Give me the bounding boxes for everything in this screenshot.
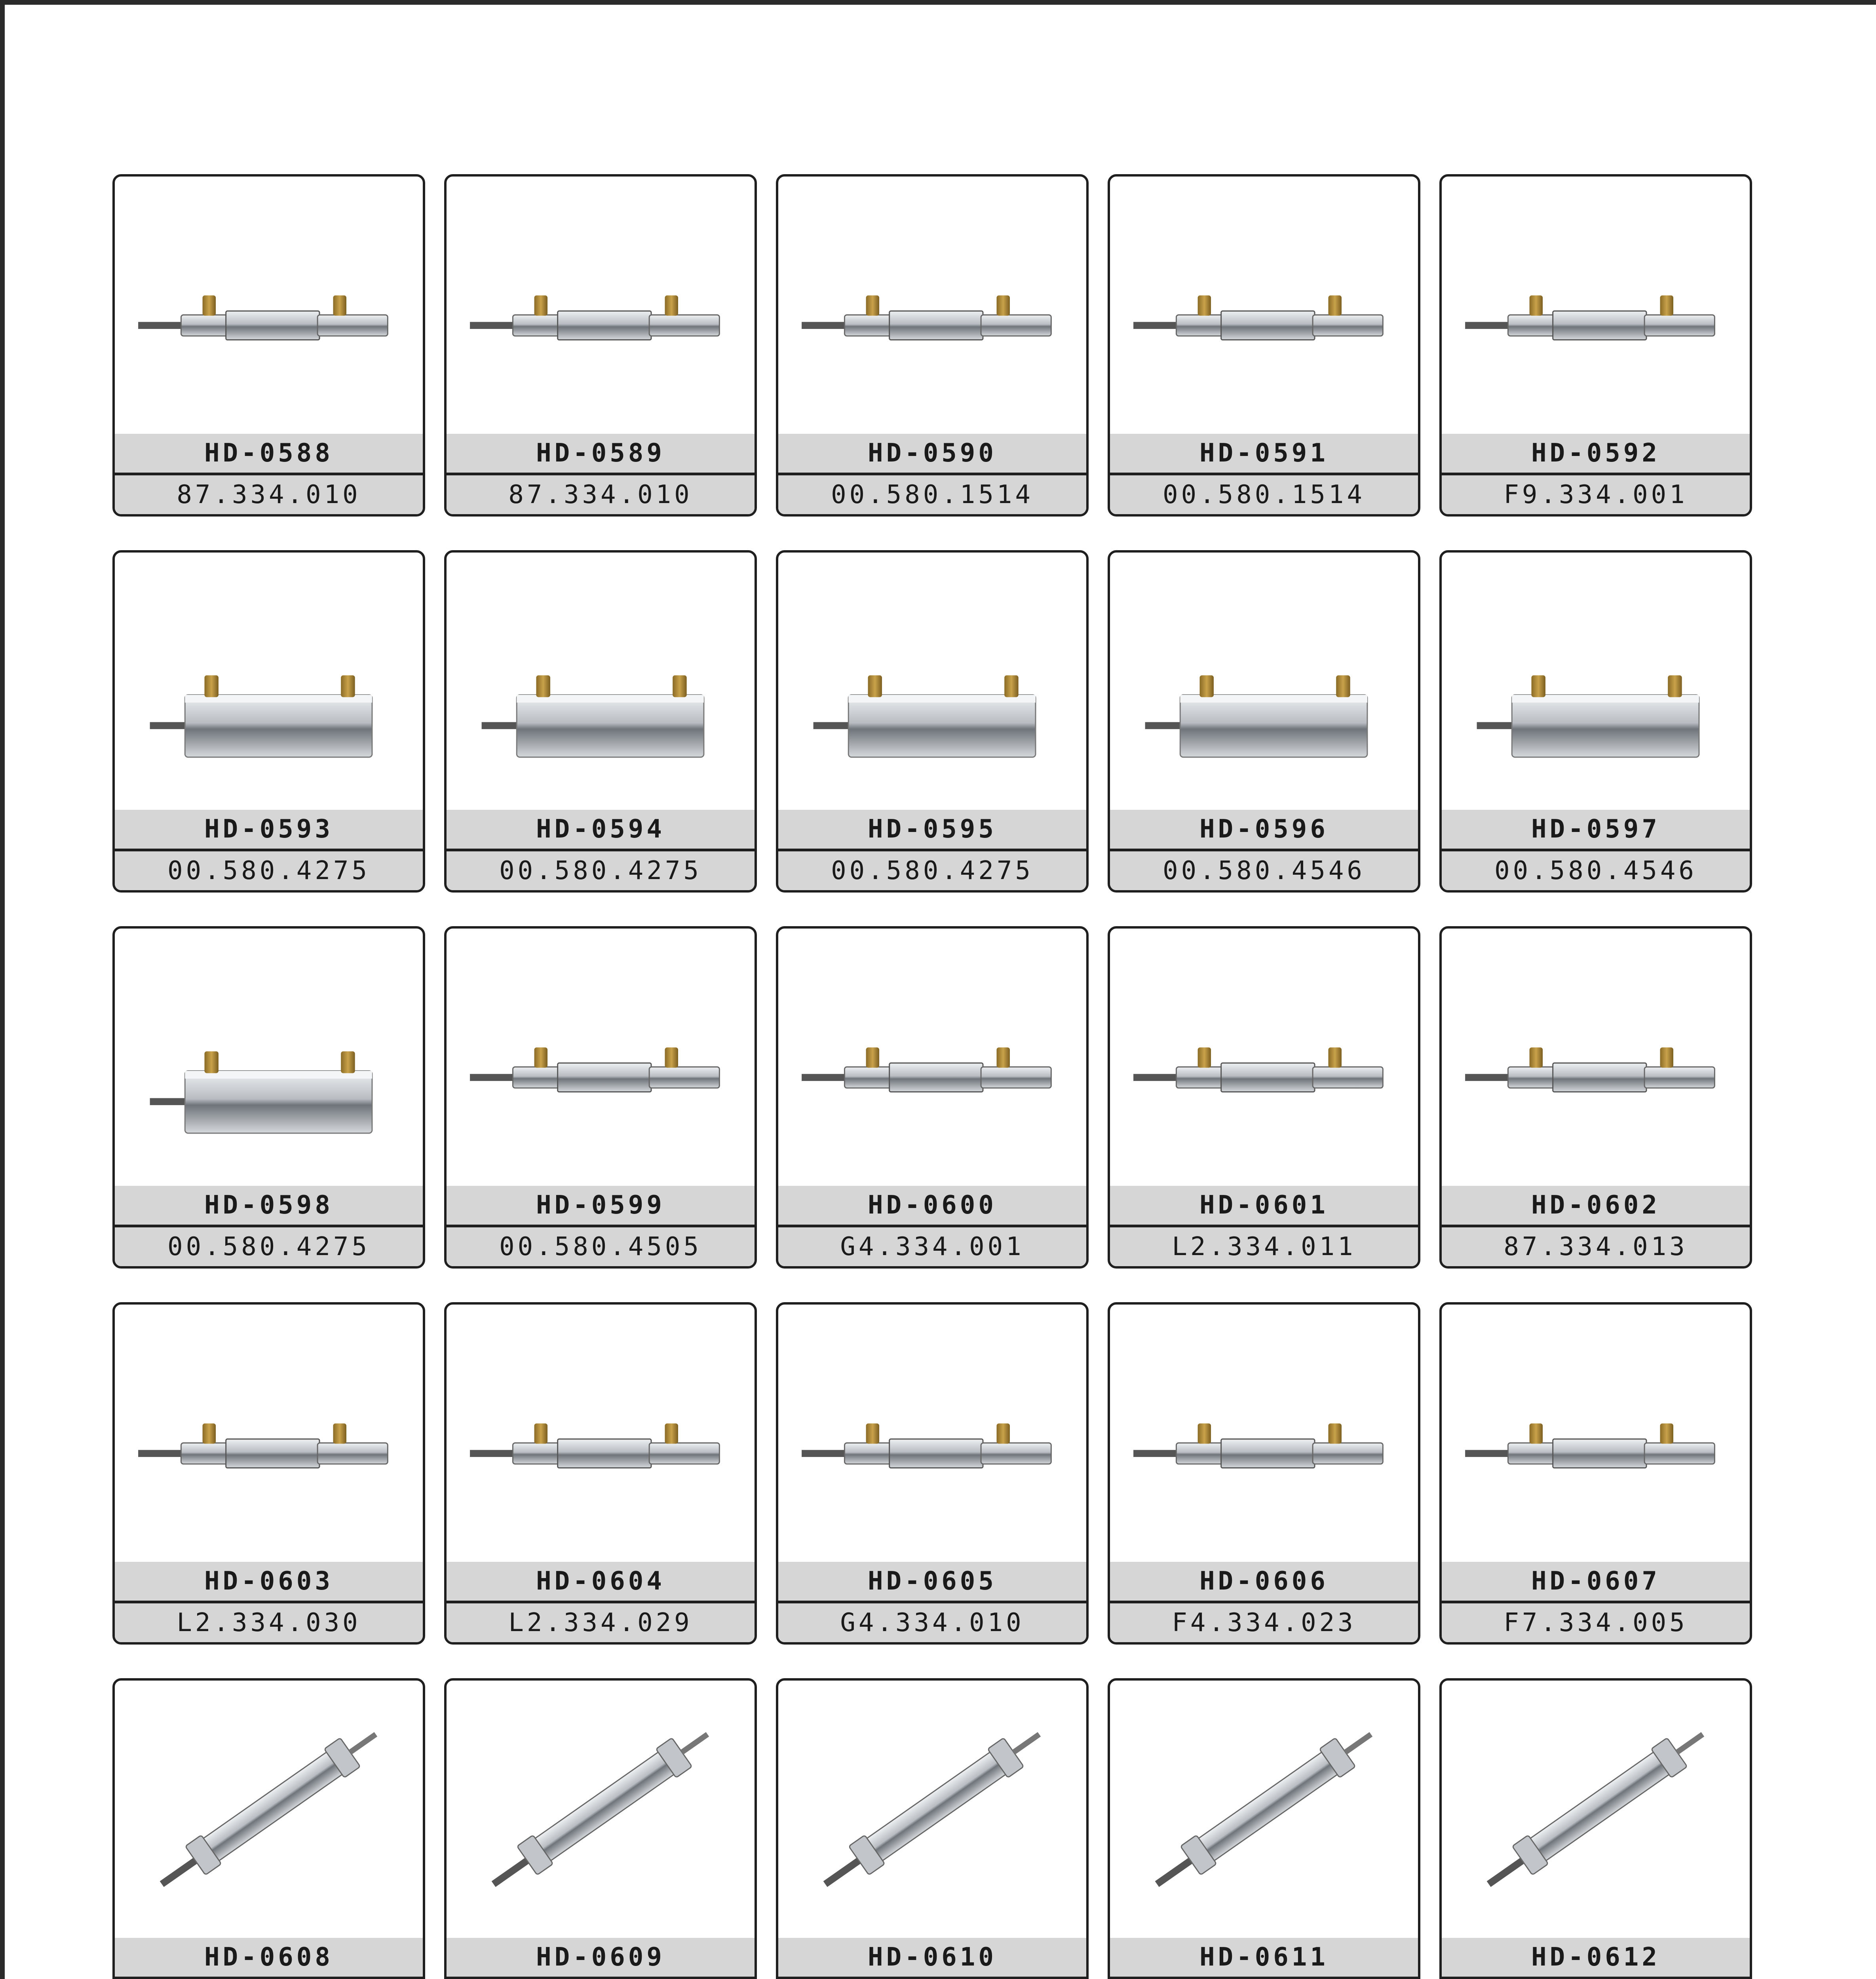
part-number: 00.580.4546: [1442, 851, 1750, 890]
product-code: HD-0591: [1110, 434, 1418, 473]
product-card: [1439, 174, 1752, 517]
product-card: [444, 174, 757, 517]
pneumatic-cylinder-icon: [1110, 1305, 1418, 1562]
label-divider: [1110, 1225, 1418, 1227]
product-image: [1442, 1305, 1750, 1562]
product-image: [447, 929, 755, 1186]
label-divider: [115, 1225, 423, 1227]
product-card: [1439, 926, 1752, 1269]
product-card: [444, 1302, 757, 1645]
label-divider: [1442, 473, 1750, 475]
profile-cylinder-icon: [115, 553, 423, 810]
label-divider: [447, 849, 755, 851]
product-card: [112, 550, 425, 893]
pneumatic-cylinder-icon: [115, 1681, 423, 1938]
product-image: [447, 1305, 755, 1562]
label-divider: [1442, 1601, 1750, 1603]
part-number: F7.334.005: [1442, 1603, 1750, 1642]
product-code: HD-0594: [447, 810, 755, 849]
pneumatic-cylinder-icon: [447, 1681, 755, 1938]
profile-cylinder-icon: [115, 929, 423, 1186]
label-divider: [115, 849, 423, 851]
product-card: [1439, 1302, 1752, 1645]
product-card: [776, 1302, 1089, 1645]
product-image: [447, 1681, 755, 1938]
pneumatic-cylinder-icon: [115, 1305, 423, 1562]
product-card: [112, 1302, 425, 1645]
pneumatic-cylinder-icon: [447, 929, 755, 1186]
product-code: HD-0600: [778, 1186, 1086, 1225]
pneumatic-cylinder-icon: [1110, 929, 1418, 1186]
label-divider: [1110, 849, 1418, 851]
label-divider: [115, 1977, 423, 1979]
part-number: 00.580.4275: [447, 851, 755, 890]
part-number: G4.334.001: [778, 1227, 1086, 1266]
product-code: HD-0603: [115, 1562, 423, 1601]
pneumatic-cylinder-icon: [778, 929, 1086, 1186]
label-divider: [115, 1601, 423, 1603]
part-number: 00.580.1514: [778, 475, 1086, 514]
product-code: HD-0592: [1442, 434, 1750, 473]
product-card: [776, 174, 1089, 517]
product-card: [1108, 1302, 1420, 1645]
product-card: [444, 1678, 757, 1979]
product-image: [778, 177, 1086, 434]
product-image: [1110, 553, 1418, 810]
product-card: [1108, 1678, 1420, 1979]
pneumatic-cylinder-icon: [1442, 929, 1750, 1186]
product-code: HD-0598: [115, 1186, 423, 1225]
profile-cylinder-icon: [1110, 553, 1418, 810]
product-card: [112, 174, 425, 517]
part-number: 00.580.4275: [115, 851, 423, 890]
product-image: [1442, 553, 1750, 810]
product-card: [1439, 1678, 1752, 1979]
label-divider: [1442, 1225, 1750, 1227]
pneumatic-cylinder-icon: [447, 1305, 755, 1562]
part-number: L2.334.029: [447, 1603, 755, 1642]
profile-cylinder-icon: [778, 553, 1086, 810]
product-image: [447, 177, 755, 434]
product-code: HD-0596: [1110, 810, 1418, 849]
label-divider: [778, 849, 1086, 851]
label-divider: [1442, 1977, 1750, 1979]
part-number: 00.580.4505: [447, 1227, 755, 1266]
product-image: [778, 1681, 1086, 1938]
pneumatic-cylinder-icon: [778, 1305, 1086, 1562]
label-divider: [1110, 1601, 1418, 1603]
pneumatic-cylinder-icon: [1442, 177, 1750, 434]
label-divider: [1442, 849, 1750, 851]
product-code: HD-0602: [1442, 1186, 1750, 1225]
profile-cylinder-icon: [447, 553, 755, 810]
product-card: [776, 926, 1089, 1269]
product-code: HD-0589: [447, 434, 755, 473]
pneumatic-cylinder-icon: [1442, 1305, 1750, 1562]
product-code: HD-0611: [1110, 1938, 1418, 1977]
product-code: HD-0608: [115, 1938, 423, 1977]
product-code: HD-0609: [447, 1938, 755, 1977]
pneumatic-cylinder-icon: [778, 177, 1086, 434]
product-image: [447, 553, 755, 810]
label-divider: [778, 1601, 1086, 1603]
product-image: [778, 929, 1086, 1186]
part-number: F9.334.001: [1442, 475, 1750, 514]
product-code: HD-0599: [447, 1186, 755, 1225]
product-card: [1108, 926, 1420, 1269]
product-image: [115, 1305, 423, 1562]
product-image: [1110, 1305, 1418, 1562]
product-code: HD-0597: [1442, 810, 1750, 849]
product-code: HD-0604: [447, 1562, 755, 1601]
product-image: [1442, 177, 1750, 434]
part-number: 87.334.013: [1442, 1227, 1750, 1266]
part-number: 00.580.1514: [1110, 475, 1418, 514]
product-image: [1110, 929, 1418, 1186]
part-number: G4.334.010: [778, 1603, 1086, 1642]
product-code: HD-0612: [1442, 1938, 1750, 1977]
product-grid: [5, 5, 1876, 1979]
label-divider: [447, 1977, 755, 1979]
part-number: 00.580.4546: [1110, 851, 1418, 890]
pneumatic-cylinder-icon: [115, 177, 423, 434]
product-image: [778, 553, 1086, 810]
part-number: F4.334.023: [1110, 1603, 1418, 1642]
product-code: HD-0607: [1442, 1562, 1750, 1601]
product-code: HD-0590: [778, 434, 1086, 473]
product-card: [444, 926, 757, 1269]
product-code: HD-0606: [1110, 1562, 1418, 1601]
pneumatic-cylinder-icon: [447, 177, 755, 434]
label-divider: [778, 473, 1086, 475]
product-code: HD-0593: [115, 810, 423, 849]
label-divider: [1110, 1977, 1418, 1979]
part-number: L2.334.030: [115, 1603, 423, 1642]
product-image: [1110, 177, 1418, 434]
part-number: L2.334.011: [1110, 1227, 1418, 1266]
product-code: HD-0601: [1110, 1186, 1418, 1225]
label-divider: [1110, 473, 1418, 475]
product-card: [776, 550, 1089, 893]
product-card: [776, 1678, 1089, 1979]
product-card: [444, 550, 757, 893]
label-divider: [115, 473, 423, 475]
part-number: 00.580.4275: [115, 1227, 423, 1266]
label-divider: [447, 1601, 755, 1603]
product-image: [115, 929, 423, 1186]
product-card: [1108, 174, 1420, 517]
product-card: [1108, 550, 1420, 893]
label-divider: [778, 1225, 1086, 1227]
product-image: [1442, 929, 1750, 1186]
product-image: [115, 1681, 423, 1938]
product-card: [112, 1678, 425, 1979]
label-divider: [447, 1225, 755, 1227]
pneumatic-cylinder-icon: [1110, 177, 1418, 434]
product-image: [115, 553, 423, 810]
label-divider: [778, 1977, 1086, 1979]
product-code: HD-0605: [778, 1562, 1086, 1601]
product-code: HD-0588: [115, 434, 423, 473]
part-number: 87.334.010: [447, 475, 755, 514]
part-number: 87.334.010: [115, 475, 423, 514]
product-image: [1110, 1681, 1418, 1938]
label-divider: [447, 473, 755, 475]
product-image: [1442, 1681, 1750, 1938]
product-card: [112, 926, 425, 1269]
product-image: [115, 177, 423, 434]
profile-cylinder-icon: [1442, 553, 1750, 810]
part-number: 00.580.4275: [778, 851, 1086, 890]
pneumatic-cylinder-icon: [778, 1681, 1086, 1938]
product-card: [1439, 550, 1752, 893]
product-image: [778, 1305, 1086, 1562]
product-code: HD-0595: [778, 810, 1086, 849]
profile-cylinder-icon: [1110, 1681, 1418, 1938]
product-code: HD-0610: [778, 1938, 1086, 1977]
profile-cylinder-icon: [1442, 1681, 1750, 1938]
